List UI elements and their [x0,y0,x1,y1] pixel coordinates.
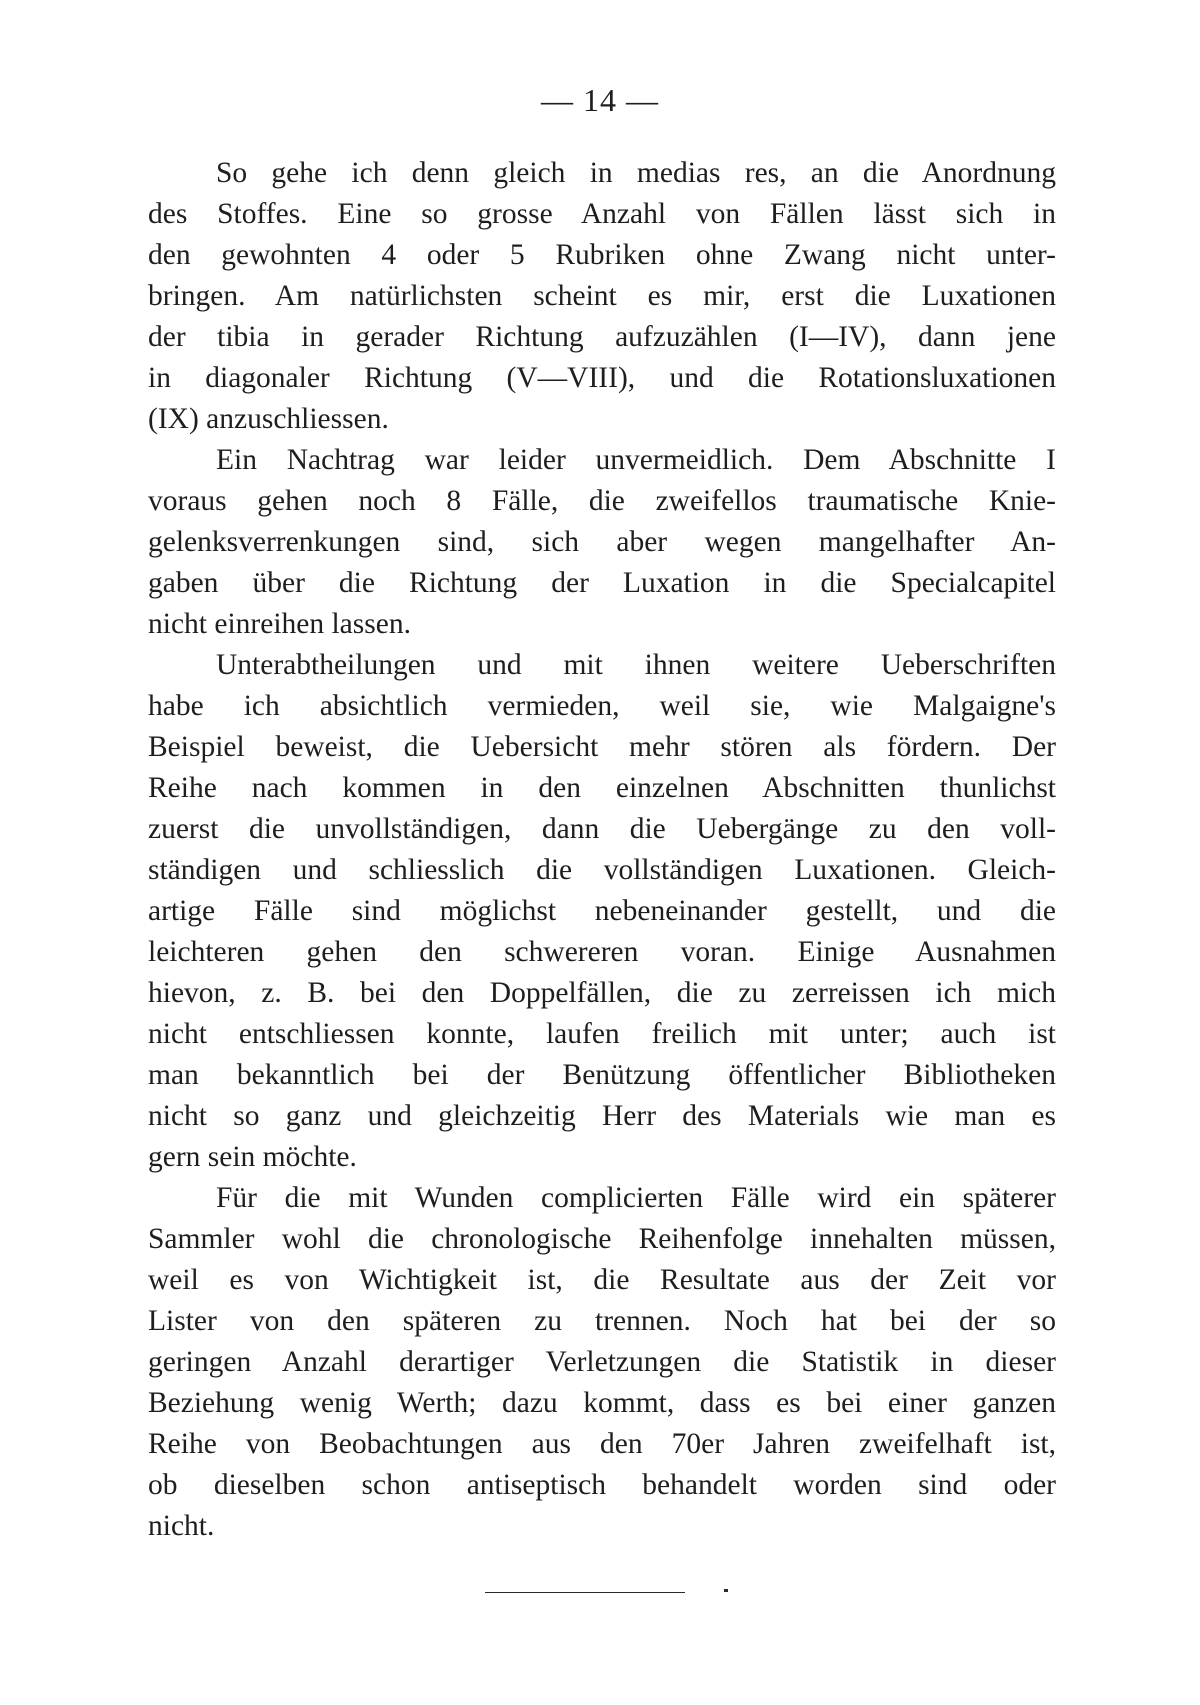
text-line: artige Fälle sind möglichst nebeneinander gestellt, und die [148,895,1056,927]
text-line: man bekanntlich bei der Benützung öffentlicher Bibliotheken [148,1059,1056,1091]
text-line: gelenksverrenkungen sind, sich aber wegen mangelhafter An- [148,526,1056,558]
text-line: zuerst die unvollständigen, dann die Uebergänge zu den voll- [148,813,1056,845]
text-line: gern sein möchte. [148,1141,357,1173]
body-text [148,153,1056,1547]
text-line: habe ich absichtlich vermieden, weil sie, wie Malgaigne's [148,690,1056,722]
text-line: nicht so ganz und gleichzeitig Herr des Materials wie man es [148,1100,1056,1132]
page-number: — 14 — [541,82,659,118]
text-line: weil es von Wichtigkeit ist, die Resultate aus der Zeit vor [148,1264,1056,1296]
text-line: nicht entschliessen konnte, laufen freilich mit unter; auch ist [148,1018,1056,1050]
text-line: Unterabtheilungen und mit ihnen weitere Ueberschriften [216,649,1056,681]
text-line: Beispiel beweist, die Uebersicht mehr stören als fördern. Der [148,731,1056,763]
text-line: Lister von den späteren zu trennen. Noch hat bei der so [148,1305,1056,1337]
text-line: Ein Nachtrag war leider unvermeidlich. Dem Abschnitte I [216,444,1056,476]
text-line: bringen. Am natürlichsten scheint es mir, erst die Luxationen [148,280,1056,312]
text-line: Sammler wohl die chronologische Reihenfolge innehalten müssen, [148,1223,1056,1255]
text-line: gaben über die Richtung der Luxation in die Specialcapitel [148,567,1056,599]
text-line: Reihe von Beobachtungen aus den 70er Jahren zweifelhaft ist, [148,1428,1056,1460]
text-line: Beziehung wenig Werth; dazu kommt, dass es bei einer ganzen [148,1387,1056,1419]
text-line: nicht einreihen lassen. [148,608,411,640]
text-line: So gehe ich denn gleich in medias res, an die Anordnung [216,157,1056,189]
text-line: geringen Anzahl derartiger Verletzungen die Statistik in dieser [148,1346,1056,1378]
text-line: ständigen und schliesslich die vollständigen Luxationen. Gleich- [148,854,1056,886]
text-line: ob dieselben schon antiseptisch behandelt worden sind oder [148,1469,1056,1501]
text-line: nicht. [148,1510,215,1542]
text-line: (IX) anzuschliessen. [148,403,389,435]
closing-rule [485,1592,685,1593]
text-line: der tibia in gerader Richtung aufzuzählen (I—IV), dann jene [148,321,1056,353]
text-line: Für die mit Wunden complicierten Fälle wird ein späterer [216,1182,1056,1214]
text-line: leichteren gehen den schwereren voran. Einige Ausnahmen [148,936,1056,968]
closing-rule-dot [724,1589,728,1592]
text-line: den gewohnten 4 oder 5 Rubriken ohne Zwang nicht unter- [148,239,1056,271]
text-line: des Stoffes. Eine so grosse Anzahl von Fällen lässt sich in [148,198,1056,230]
text-line: hievon, z. B. bei den Doppelfällen, die zu zerreissen ich mich [148,977,1056,1009]
text-line: voraus gehen noch 8 Fälle, die zweifellos traumatische Knie- [148,485,1056,517]
text-line: in diagonaler Richtung (V—VIII), und die Rotationsluxationen [148,362,1056,394]
text-line: Reihe nach kommen in den einzelnen Abschnitten thunlichst [148,772,1056,804]
